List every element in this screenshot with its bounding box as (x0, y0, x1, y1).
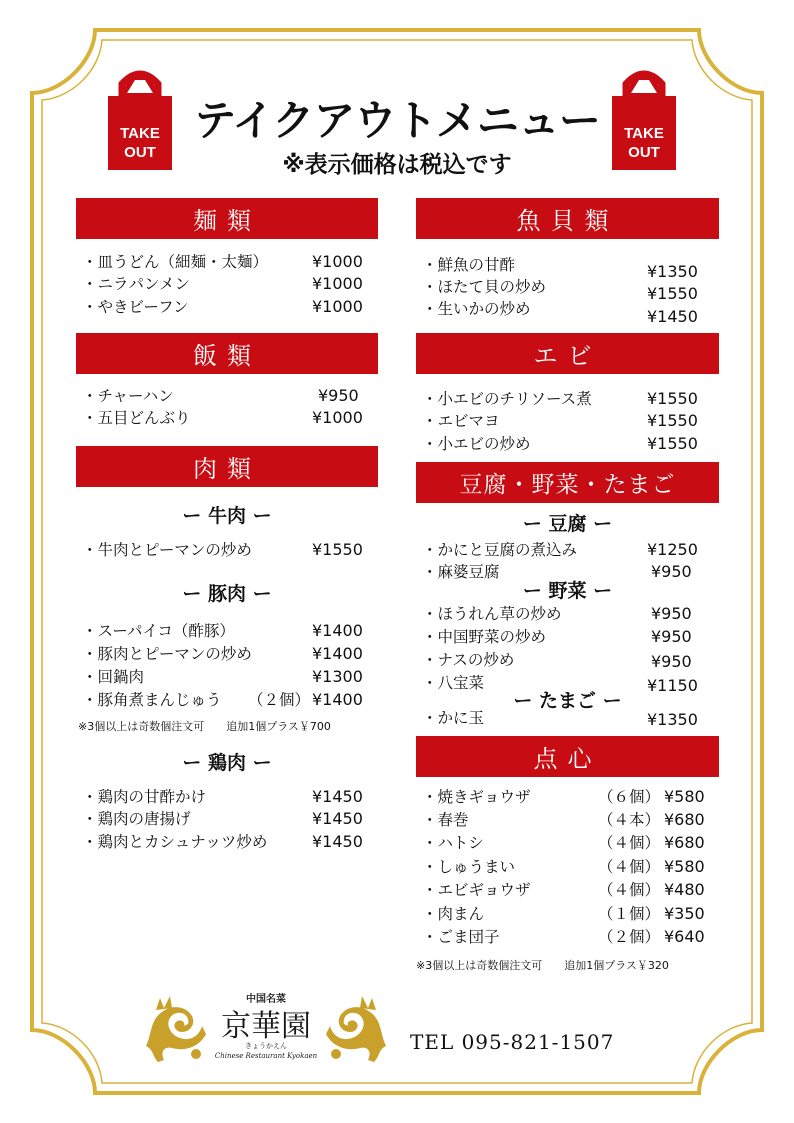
item-price: ¥1450 (312, 832, 363, 851)
section-header-seafood: 魚貝類 (416, 198, 719, 239)
logo-caption: 中国名菜 (246, 994, 286, 1005)
item-name: ・牛肉とピーマンの炒め (82, 541, 252, 559)
item-price: ¥1450 (312, 809, 363, 828)
item-name: ・エビギョウザ (422, 881, 531, 899)
takeout-badge-line1: TAKE (120, 125, 160, 142)
item-qty: （４本） (598, 811, 661, 829)
item-price: ¥350 (664, 904, 705, 923)
item-name: ・ハトシ (422, 834, 484, 852)
item-price: ¥1450 (647, 307, 698, 326)
item-price: ¥1400 (312, 621, 363, 640)
item-qty: （２個） (598, 928, 661, 946)
item-name: ・スーパイコ（酢豚） (82, 622, 235, 640)
item-price: ¥680 (664, 810, 705, 829)
item-name: ・小エビの炒め (422, 435, 531, 453)
logo-english: Chinese Restaurant Kyokaen (214, 1052, 318, 1060)
item-name: ・回鍋肉 (82, 668, 145, 686)
item-name: ・麻婆豆腐 (422, 563, 500, 581)
item-qty: （４個） (598, 881, 661, 899)
item-price: ¥640 (664, 927, 705, 946)
item-price: ¥1550 (312, 540, 363, 559)
item-name: ・焼きギョウザ (422, 788, 531, 806)
item-price: ¥1400 (312, 690, 363, 709)
item-price: ¥680 (664, 833, 705, 852)
tax-note: ※表示価格は税込です (282, 152, 512, 178)
item-name: ・小エビのチリソース煮 (422, 390, 592, 408)
item-name: ・しゅうまい (422, 858, 516, 876)
item-price: ¥1000 (312, 297, 363, 316)
item-name: ・ナスの炒め (422, 651, 515, 669)
item-price: ¥1350 (647, 262, 698, 281)
item-price: ¥580 (664, 857, 705, 876)
item-name: ・かに玉 (422, 709, 485, 727)
logo-kana: きょうかえん (245, 1042, 287, 1050)
takeout-badge-line2: OUT (628, 144, 660, 161)
item-name: ・ニラパンメン (82, 275, 191, 293)
subsection-tofu: ー 豆腐 ー (522, 513, 613, 535)
item-name: ・やきビーフン (82, 298, 189, 316)
item-name: ・生いかの炒め (422, 300, 531, 318)
item-price: ¥480 (664, 880, 705, 899)
item-name: ・かにと豆腐の煮込み (422, 541, 578, 559)
item-price: ¥950 (651, 562, 692, 581)
item-qty: （２個） (248, 691, 311, 709)
telephone-number: TEL 095-821-1507 (410, 1030, 615, 1054)
section-header-tofu-veg-egg: 豆腐・野菜・たまご (416, 462, 719, 503)
item-price: ¥1350 (647, 710, 698, 729)
item-name: ・鶏肉とカシュナッツ炒め (82, 833, 268, 851)
item-price: ¥950 (651, 627, 692, 646)
item-price: ¥1550 (647, 389, 698, 408)
pork-bun-note: ※3個以上は奇数個注文可 追加1個プラス￥700 (78, 720, 331, 733)
item-name: ・ほたて貝の炒め (422, 278, 547, 296)
dragon-icon-right (326, 996, 386, 1062)
item-price: ¥580 (664, 787, 705, 806)
subsection-vegetables: ー 野菜 ー (522, 580, 613, 602)
item-price: ¥950 (651, 652, 692, 671)
section-header-rice: 飯類 (76, 333, 378, 374)
item-name: ・五目どんぶり (82, 409, 191, 427)
subsection-egg: ー たまご ー (513, 690, 622, 712)
takeout-badge-line1: TAKE (624, 125, 664, 142)
item-name: ・豚肉とピーマンの炒め (82, 645, 252, 663)
item-qty: （６個） (598, 788, 661, 806)
item-price: ¥1000 (312, 274, 363, 293)
item-name: ・春巻 (422, 811, 469, 829)
item-price: ¥1450 (312, 787, 363, 806)
item-price: ¥1550 (647, 411, 698, 430)
item-name: ・ごま団子 (422, 928, 500, 946)
item-price: ¥1000 (312, 252, 363, 271)
item-qty: （１個） (598, 905, 661, 923)
item-name: ・チャーハン (82, 387, 174, 405)
item-price: ¥1000 (312, 408, 363, 427)
section-header-meat: 肉類 (76, 446, 378, 487)
item-name: ・エビマヨ (422, 412, 500, 430)
item-name: ・鶏肉の甘酢かけ (82, 788, 207, 806)
item-name: ・ほうれん草の炒め (422, 605, 562, 623)
item-price: ¥950 (318, 386, 359, 405)
item-name: ・鮮魚の甘酢 (422, 256, 516, 274)
item-price: ¥1150 (647, 676, 698, 695)
item-name: ・肉まん (422, 905, 485, 923)
item-price: ¥1300 (312, 667, 363, 686)
item-name: ・鶏肉の唐揚げ (82, 810, 191, 828)
logo-name: 京華園 (221, 1009, 311, 1044)
item-name: ・中国野菜の炒め (422, 628, 547, 646)
takeout-badge-line2: OUT (124, 144, 156, 161)
restaurant-logo (142, 990, 390, 1070)
page-title: テイクアウトメニュー (194, 96, 600, 145)
item-qty: （４個） (598, 858, 661, 876)
dimsum-note: ※3個以上は奇数個注文可 追加1個プラス￥320 (416, 959, 669, 972)
section-header-shrimp: エビ (416, 333, 719, 374)
item-qty: （４個） (598, 834, 661, 852)
item-price: ¥1250 (647, 540, 698, 559)
item-name: ・八宝菜 (422, 674, 485, 692)
item-name: ・皿うどん（細麺・太麺） (82, 253, 269, 271)
subsection-chicken: ー 鶏肉 ー (182, 752, 272, 774)
item-price: ¥950 (651, 604, 692, 623)
section-header-noodles: 麺類 (76, 198, 378, 239)
dragon-icon-left (146, 996, 206, 1062)
subsection-pork: ー 豚肉 ー (182, 583, 272, 605)
item-price: ¥1400 (312, 644, 363, 663)
subsection-beef: ー 牛肉 ー (182, 505, 272, 527)
item-price: ¥1550 (647, 434, 698, 453)
item-name: ・豚角煮まんじゅう (82, 691, 222, 709)
section-header-dimsum: 点心 (416, 736, 719, 777)
item-price: ¥1550 (647, 284, 698, 303)
